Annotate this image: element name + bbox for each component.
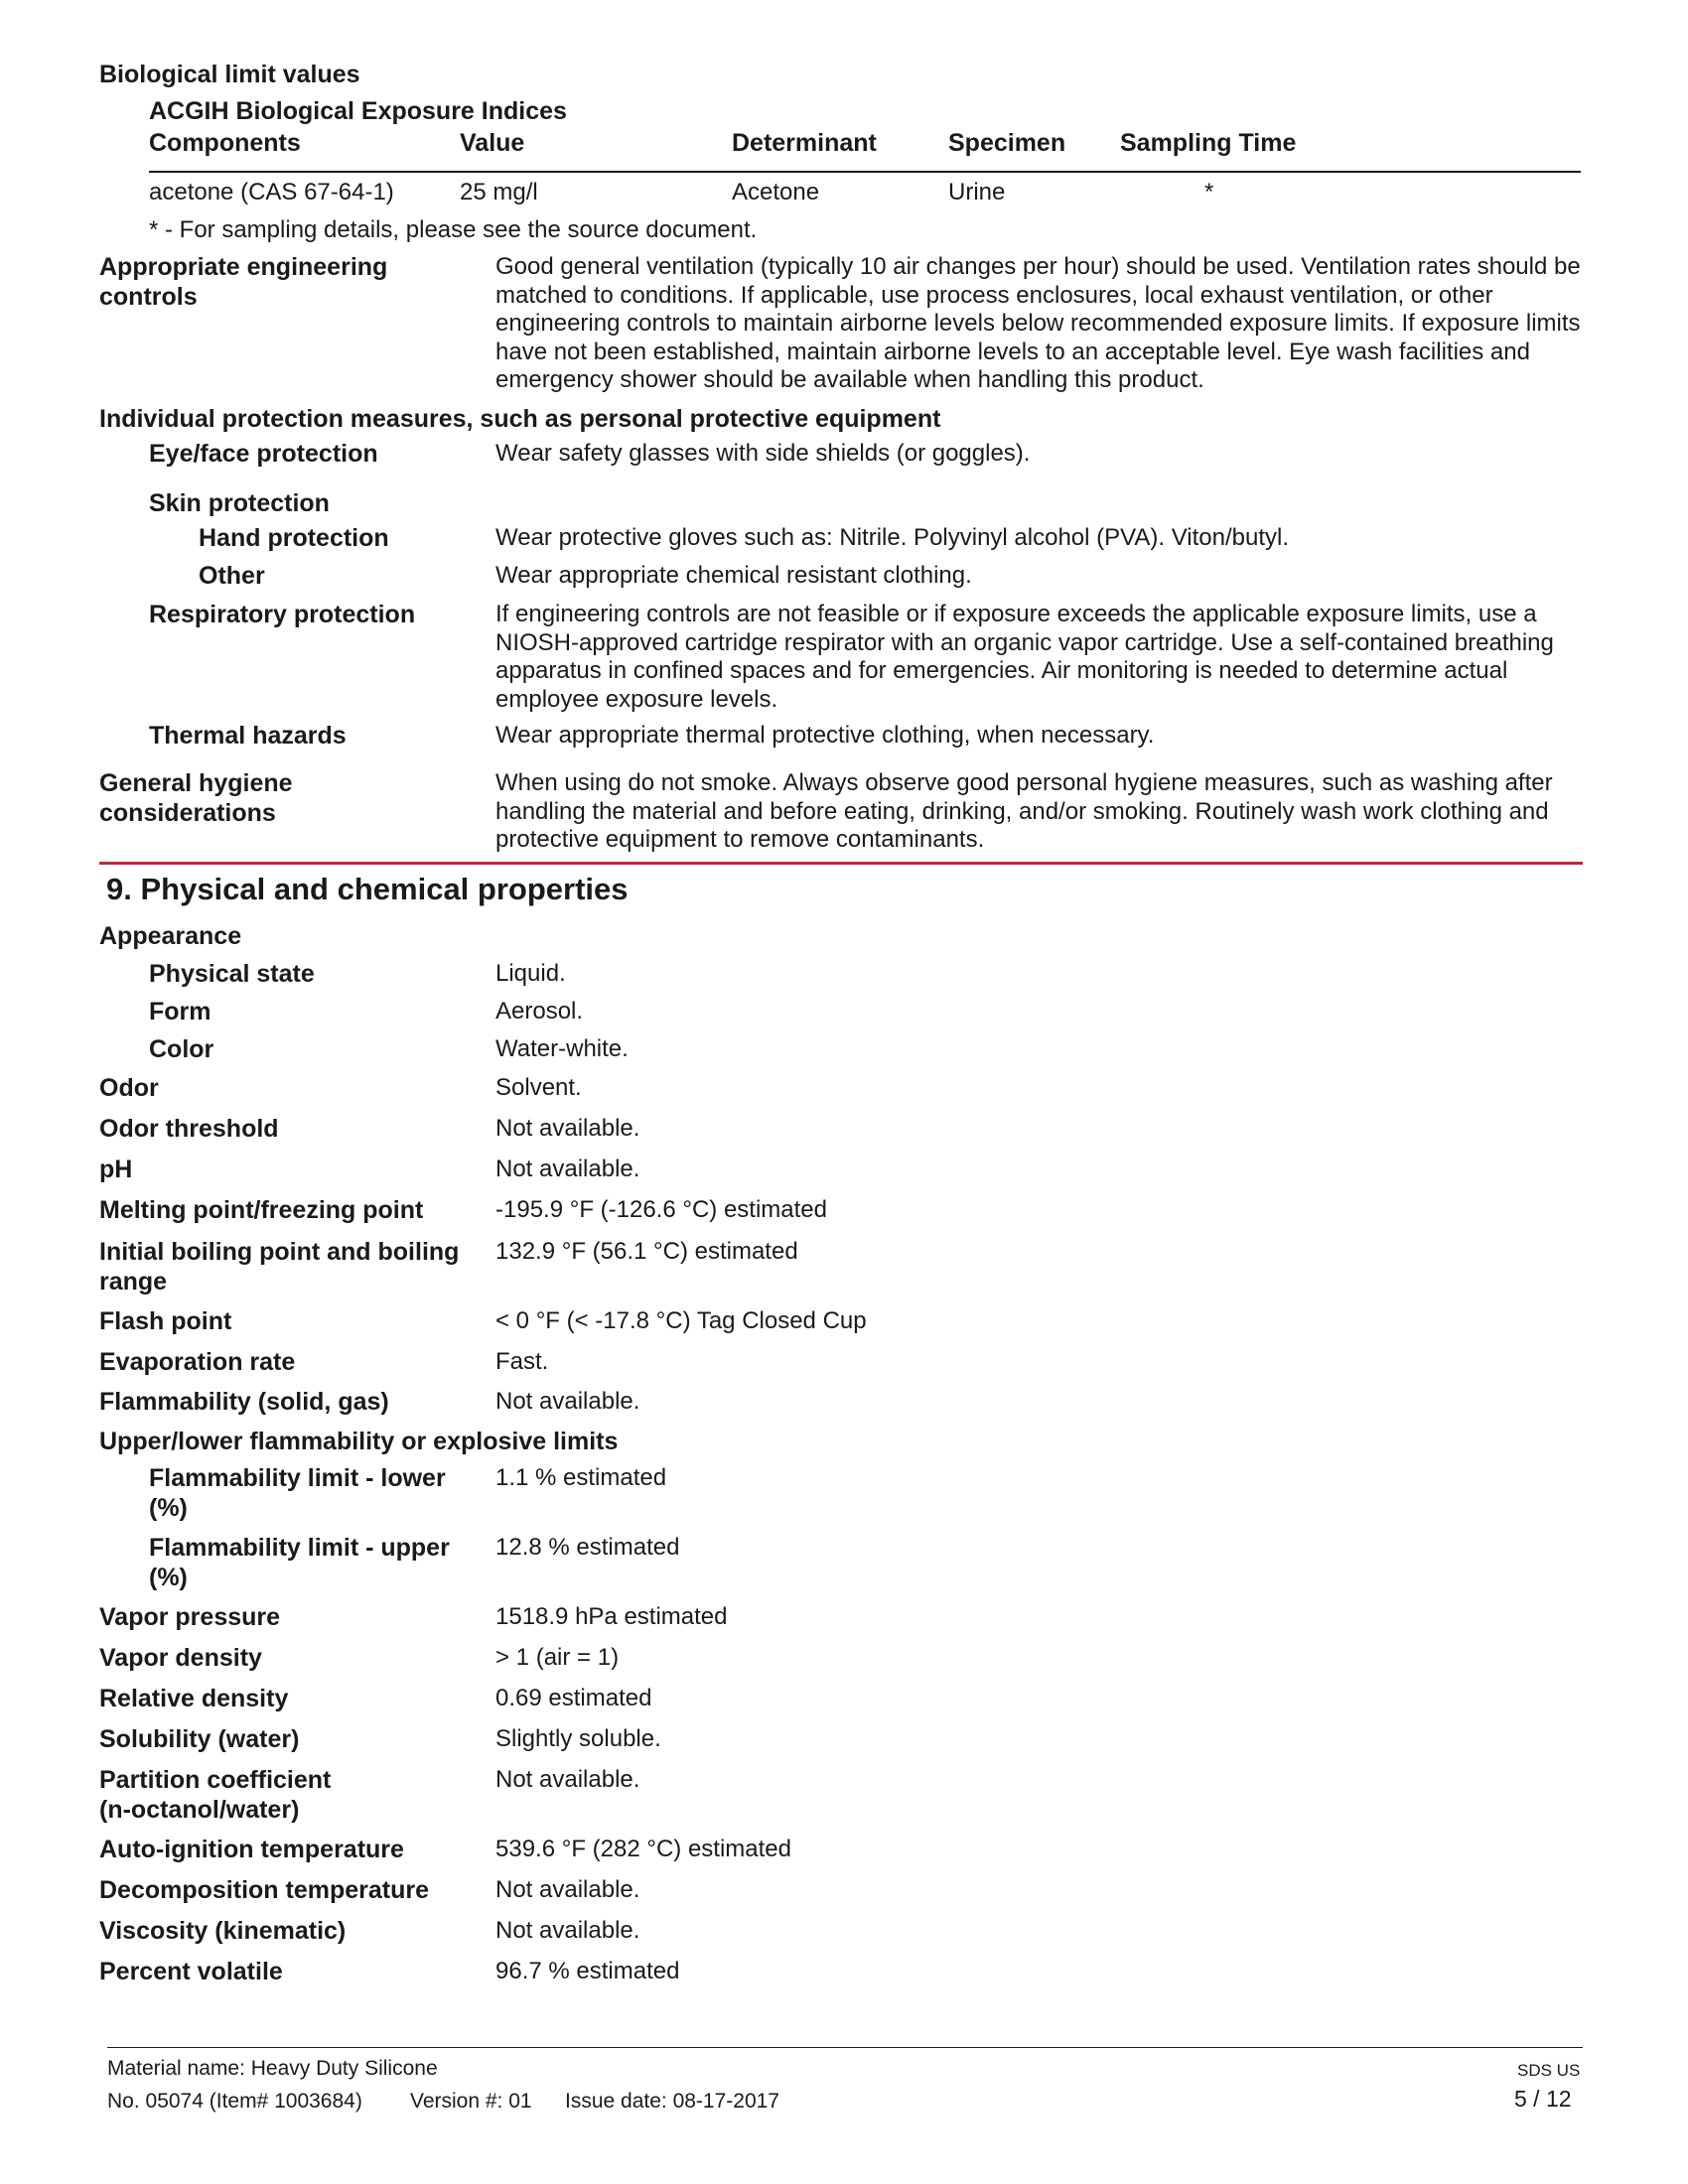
footer-material: Material name: Heavy Duty Silicone <box>107 2057 438 2080</box>
resp-label: Respiratory protection <box>149 601 416 628</box>
physical-state-label: Physical state <box>149 960 315 988</box>
melting-label: Melting point/freezing point <box>99 1196 424 1224</box>
volatile-value: 96.7 % estimated <box>495 1958 680 1984</box>
table-header-rule <box>149 171 1581 173</box>
cell-specimen: Urine <box>948 179 1006 205</box>
odor-value: Solvent. <box>495 1074 582 1101</box>
flash-label: Flash point <box>99 1307 232 1335</box>
header-components: Components <box>149 129 301 157</box>
engineering-label-1: Appropriate engineering <box>99 253 388 281</box>
engineering-label-2: controls <box>99 283 198 311</box>
upper-value: 12.8 % estimated <box>495 1534 680 1561</box>
autoignition-value: 539.6 °F (282 °C) estimated <box>495 1836 791 1862</box>
flash-value: < 0 °F (< -17.8 °C) Tag Closed Cup <box>495 1307 867 1334</box>
header-value: Value <box>460 129 525 157</box>
biological-title: Biological limit values <box>99 61 360 88</box>
header-specimen: Specimen <box>948 129 1066 157</box>
autoignition-label: Auto-ignition temperature <box>99 1836 404 1863</box>
physical-state-value: Liquid. <box>495 960 566 987</box>
cell-determinant: Acetone <box>732 179 820 205</box>
volatile-label: Percent volatile <box>99 1958 283 1985</box>
boiling-label-1: Initial boiling point and boiling <box>99 1238 460 1266</box>
partition-value: Not available. <box>495 1766 640 1793</box>
footer-rule <box>107 2047 1583 2048</box>
vapor-pressure-value: 1518.9 hPa estimated <box>495 1603 728 1630</box>
odor-threshold-value: Not available. <box>495 1115 640 1142</box>
color-value: Water-white. <box>495 1035 629 1062</box>
section-9-title: 9. Physical and chemical properties <box>106 872 629 906</box>
limits-heading: Upper/lower flammability or explosive limits <box>99 1428 619 1455</box>
lower-label-2: (%) <box>149 1494 188 1522</box>
hygiene-label-1: General hygiene <box>99 769 293 797</box>
header-determinant: Determinant <box>732 129 877 157</box>
melting-value: -195.9 °F (-126.6 °C) estimated <box>495 1196 827 1223</box>
partition-label-1: Partition coefficient <box>99 1766 332 1794</box>
decomposition-value: Not available. <box>495 1876 640 1903</box>
cell-sampling-time: * <box>1204 179 1214 205</box>
lower-label-1: Flammability limit - lower <box>149 1464 446 1492</box>
footer-issue-date: Issue date: 08-17-2017 <box>565 2090 779 2113</box>
eye-label: Eye/face protection <box>149 440 378 468</box>
upper-label-2: (%) <box>149 1564 188 1591</box>
hand-text: Wear protective gloves such as: Nitrile. Polyvinyl alcohol (PVA). Viton/butyl. <box>495 524 1290 551</box>
flammability-value: Not available. <box>495 1388 640 1415</box>
biological-subtitle: ACGIH Biological Exposure Indices <box>149 97 567 125</box>
hand-label: Hand protection <box>199 524 389 552</box>
partition-label-2: (n-octanol/water) <box>99 1796 300 1824</box>
cell-value: 25 mg/l <box>460 179 538 205</box>
upper-label-1: Flammability limit - upper <box>149 1534 450 1562</box>
form-label: Form <box>149 998 211 1025</box>
form-value: Aerosol. <box>495 998 584 1024</box>
relative-density-label: Relative density <box>99 1685 289 1712</box>
eye-text: Wear safety glasses with side shields (or goggles). <box>495 440 1031 467</box>
viscosity-value: Not available. <box>495 1917 640 1944</box>
footer-version: Version #: 01 <box>410 2090 532 2113</box>
thermal-text: Wear appropriate thermal protective clothing, when necessary. <box>495 722 1155 749</box>
boiling-label-2: range <box>99 1268 168 1296</box>
viscosity-label: Viscosity (kinematic) <box>99 1917 347 1945</box>
hygiene-text: When using do not smoke. Always observe good personal hygiene measures, such as washing after handling the material and before eating, drinking, and/or smoking. Routinely wash work clothing and protective equipment to remove contaminants. <box>495 769 1553 853</box>
decomposition-label: Decomposition temperature <box>99 1876 430 1904</box>
hygiene-label-2: considerations <box>99 799 276 827</box>
odor-label: Odor <box>99 1074 159 1102</box>
thermal-label: Thermal hazards <box>149 722 347 750</box>
vapor-density-value: > 1 (air = 1) <box>495 1644 620 1671</box>
ph-value: Not available. <box>495 1156 640 1182</box>
color-label: Color <box>149 1035 214 1063</box>
lower-value: 1.1 % estimated <box>495 1464 667 1491</box>
ppe-heading: Individual protection measures, such as personal protective equipment <box>99 405 941 433</box>
footer-page-number: 5 / 12 <box>1514 2086 1572 2112</box>
evap-value: Fast. <box>495 1348 549 1375</box>
biological-note: * - For sampling details, please see the source document. <box>149 216 758 243</box>
header-sampling-time: Sampling Time <box>1120 129 1297 157</box>
boiling-value: 132.9 °F (56.1 °C) estimated <box>495 1238 798 1265</box>
resp-text: If engineering controls are not feasible or if exposure exceeds the applicable exposure limits, use a NIOSH-approved cartridge respirator with an organic vapor cartridge. Use a self-contained breathing apparatus in confined spaces and for emergencies. Air monitoring is needed to determine actual employee exposure levels. <box>495 601 1554 713</box>
footer-sds: SDS US <box>1517 2061 1581 2080</box>
appearance-label: Appearance <box>99 922 242 950</box>
ph-label: pH <box>99 1156 133 1183</box>
footer-number: No. 05074 (Item# 1003684) <box>107 2090 362 2113</box>
vapor-density-label: Vapor density <box>99 1644 262 1672</box>
solubility-value: Slightly soluble. <box>495 1725 661 1752</box>
evap-label: Evaporation rate <box>99 1348 296 1376</box>
cell-component: acetone (CAS 67-64-1) <box>149 179 394 205</box>
odor-threshold-label: Odor threshold <box>99 1115 279 1143</box>
section-divider <box>99 862 1583 865</box>
other-text: Wear appropriate chemical resistant clothing. <box>495 562 972 589</box>
relative-density-value: 0.69 estimated <box>495 1685 652 1711</box>
engineering-text: Good general ventilation (typically 10 air changes per hour) should be used. Ventilation rates should be matched to conditions. If applicable, use process enclosures, local exhaust ventilation, or other engineering controls to maintain airborne levels below recommended exposure limits. If exposure limits have not been established, maintain airborne levels to an acceptable level. Eye wash facilities and emergency shower should be available when handling this product. <box>495 253 1581 393</box>
skin-label: Skin protection <box>149 489 330 517</box>
solubility-label: Solubility (water) <box>99 1725 300 1753</box>
flammability-label: Flammability (solid, gas) <box>99 1388 389 1416</box>
vapor-pressure-label: Vapor pressure <box>99 1603 281 1631</box>
other-label: Other <box>199 562 265 590</box>
